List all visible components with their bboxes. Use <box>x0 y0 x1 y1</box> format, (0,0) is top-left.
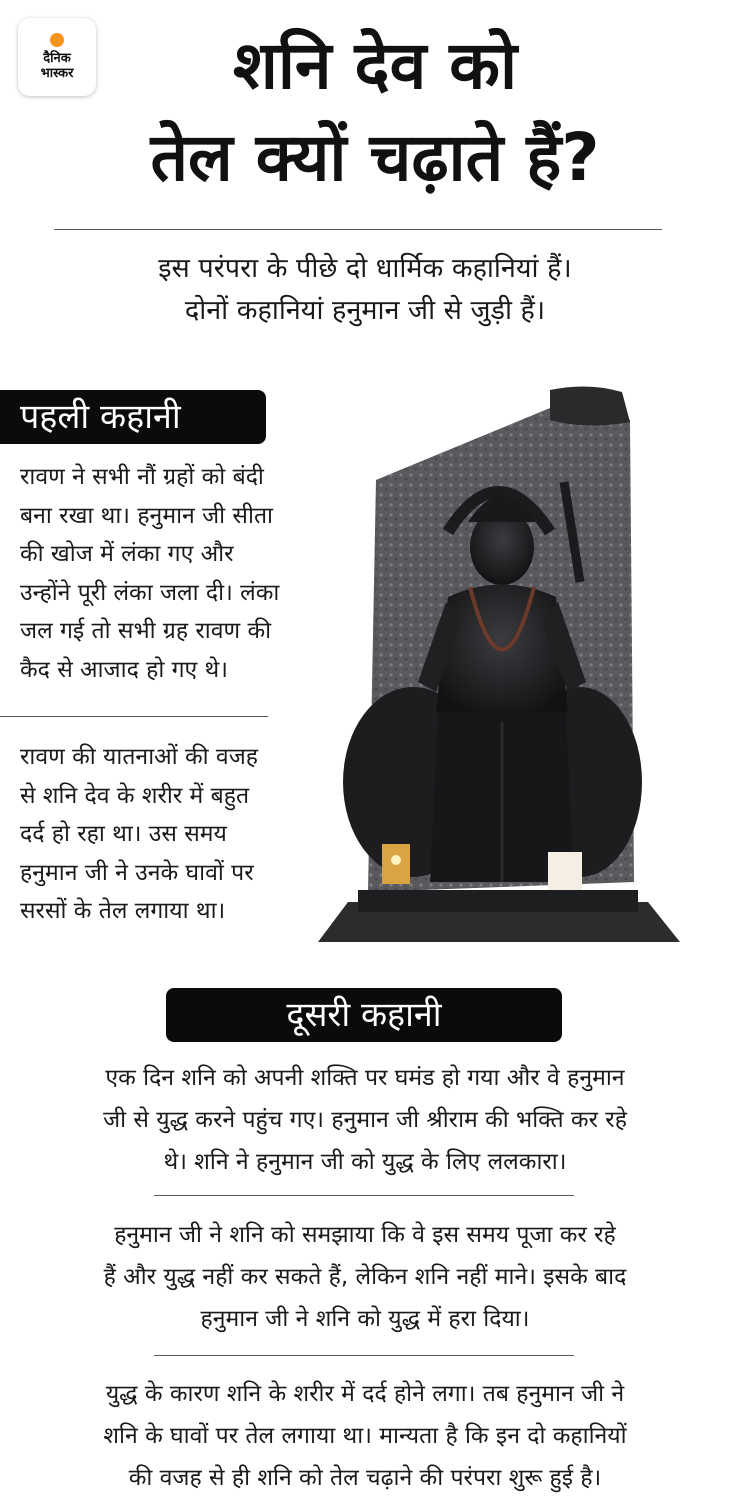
text-line: उन्होंने पूरी लंका जला दी। लंका <box>20 579 280 606</box>
text-line: बना रखा था। हनुमान जी सीता <box>20 502 274 529</box>
text-line: जी से युद्ध करने पहुंच गए। हनुमान जी श्रीराम की भक्ति कर रहे <box>103 1107 627 1133</box>
story-2-paragraph-3 <box>20 1373 710 1499</box>
intro-text <box>0 248 730 332</box>
story-2-divider-2 <box>154 1355 574 1356</box>
text-line: युद्ध के कारण शनि के शरीर में दर्द होने लगा। तब हनुमान जी ने <box>105 1381 625 1407</box>
text-line: सरसों के तेल लगाया था। <box>20 898 226 924</box>
logo-text-line1: दैनिक <box>43 51 71 66</box>
story-2-paragraph-1 <box>20 1057 710 1183</box>
title-divider <box>54 229 662 230</box>
text-line: दर्द हो रहा था। उस समय <box>20 821 227 847</box>
story-1-label: पहली कहानी <box>0 390 266 444</box>
story-1-divider <box>0 716 268 717</box>
text-line: हनुमान जी ने शनि को समझाया कि वे इस समय पूजा कर रहे <box>114 1222 616 1248</box>
story-2-paragraph-2 <box>20 1214 710 1340</box>
text-line: शनि के घावों पर तेल लगाया था। मान्यता है कि इन दो कहानियों <box>103 1423 627 1449</box>
page-title <box>0 20 730 204</box>
text-line: की वजह से ही शनि को तेल चढ़ाने की परंपरा शुरू हुई है। <box>128 1465 602 1491</box>
text-line: जल गई तो सभी ग्रह रावण की <box>20 618 272 644</box>
text-line: हनुमान जी ने उनके घावों पर <box>20 859 254 886</box>
logo-text-line2: भास्कर <box>40 66 74 81</box>
text-line: रावण की यातनाओं की वजह <box>20 744 258 770</box>
story-1-paragraph-2 <box>20 738 360 931</box>
text-line: हैं और युद्ध नहीं कर सकते हैं, लेकिन शनि नहीं माने। इसके बाद <box>103 1264 627 1290</box>
title-line-2: तेल क्यों चढ़ाते हैं? <box>150 119 600 196</box>
text-line: हनुमान जी ने शनि को युद्ध में हरा दिया। <box>200 1306 530 1332</box>
text-line: की खोज में लंका गए और <box>20 541 234 567</box>
intro-line-1: इस परंपरा के पीछे दो धार्मिक कहानियां हैं। <box>158 253 572 284</box>
intro-line-2: दोनों कहानियां हनुमान जी से जुड़ी हैं। <box>184 295 546 326</box>
story-2-divider-1 <box>154 1195 574 1196</box>
shani-dev-idol-image <box>318 382 680 950</box>
text-line: से शनि देव के शरीर में बहुत <box>20 782 250 809</box>
text-line: थे। शनि ने हनुमान जी को युद्ध के लिए ललकारा। <box>163 1149 567 1175</box>
story-1-paragraph-1 <box>20 458 360 689</box>
story-2-label: दूसरी कहानी <box>166 988 562 1042</box>
text-line: रावण ने सभी नौं ग्रहों को बंदी <box>20 464 264 490</box>
text-line: कैद से आजाद हो गए थे। <box>20 656 228 683</box>
title-line-1: शनि देव को <box>232 27 518 104</box>
text-line: एक दिन शनि को अपनी शक्ति पर घमंड हो गया और वे हनुमान <box>105 1065 625 1091</box>
